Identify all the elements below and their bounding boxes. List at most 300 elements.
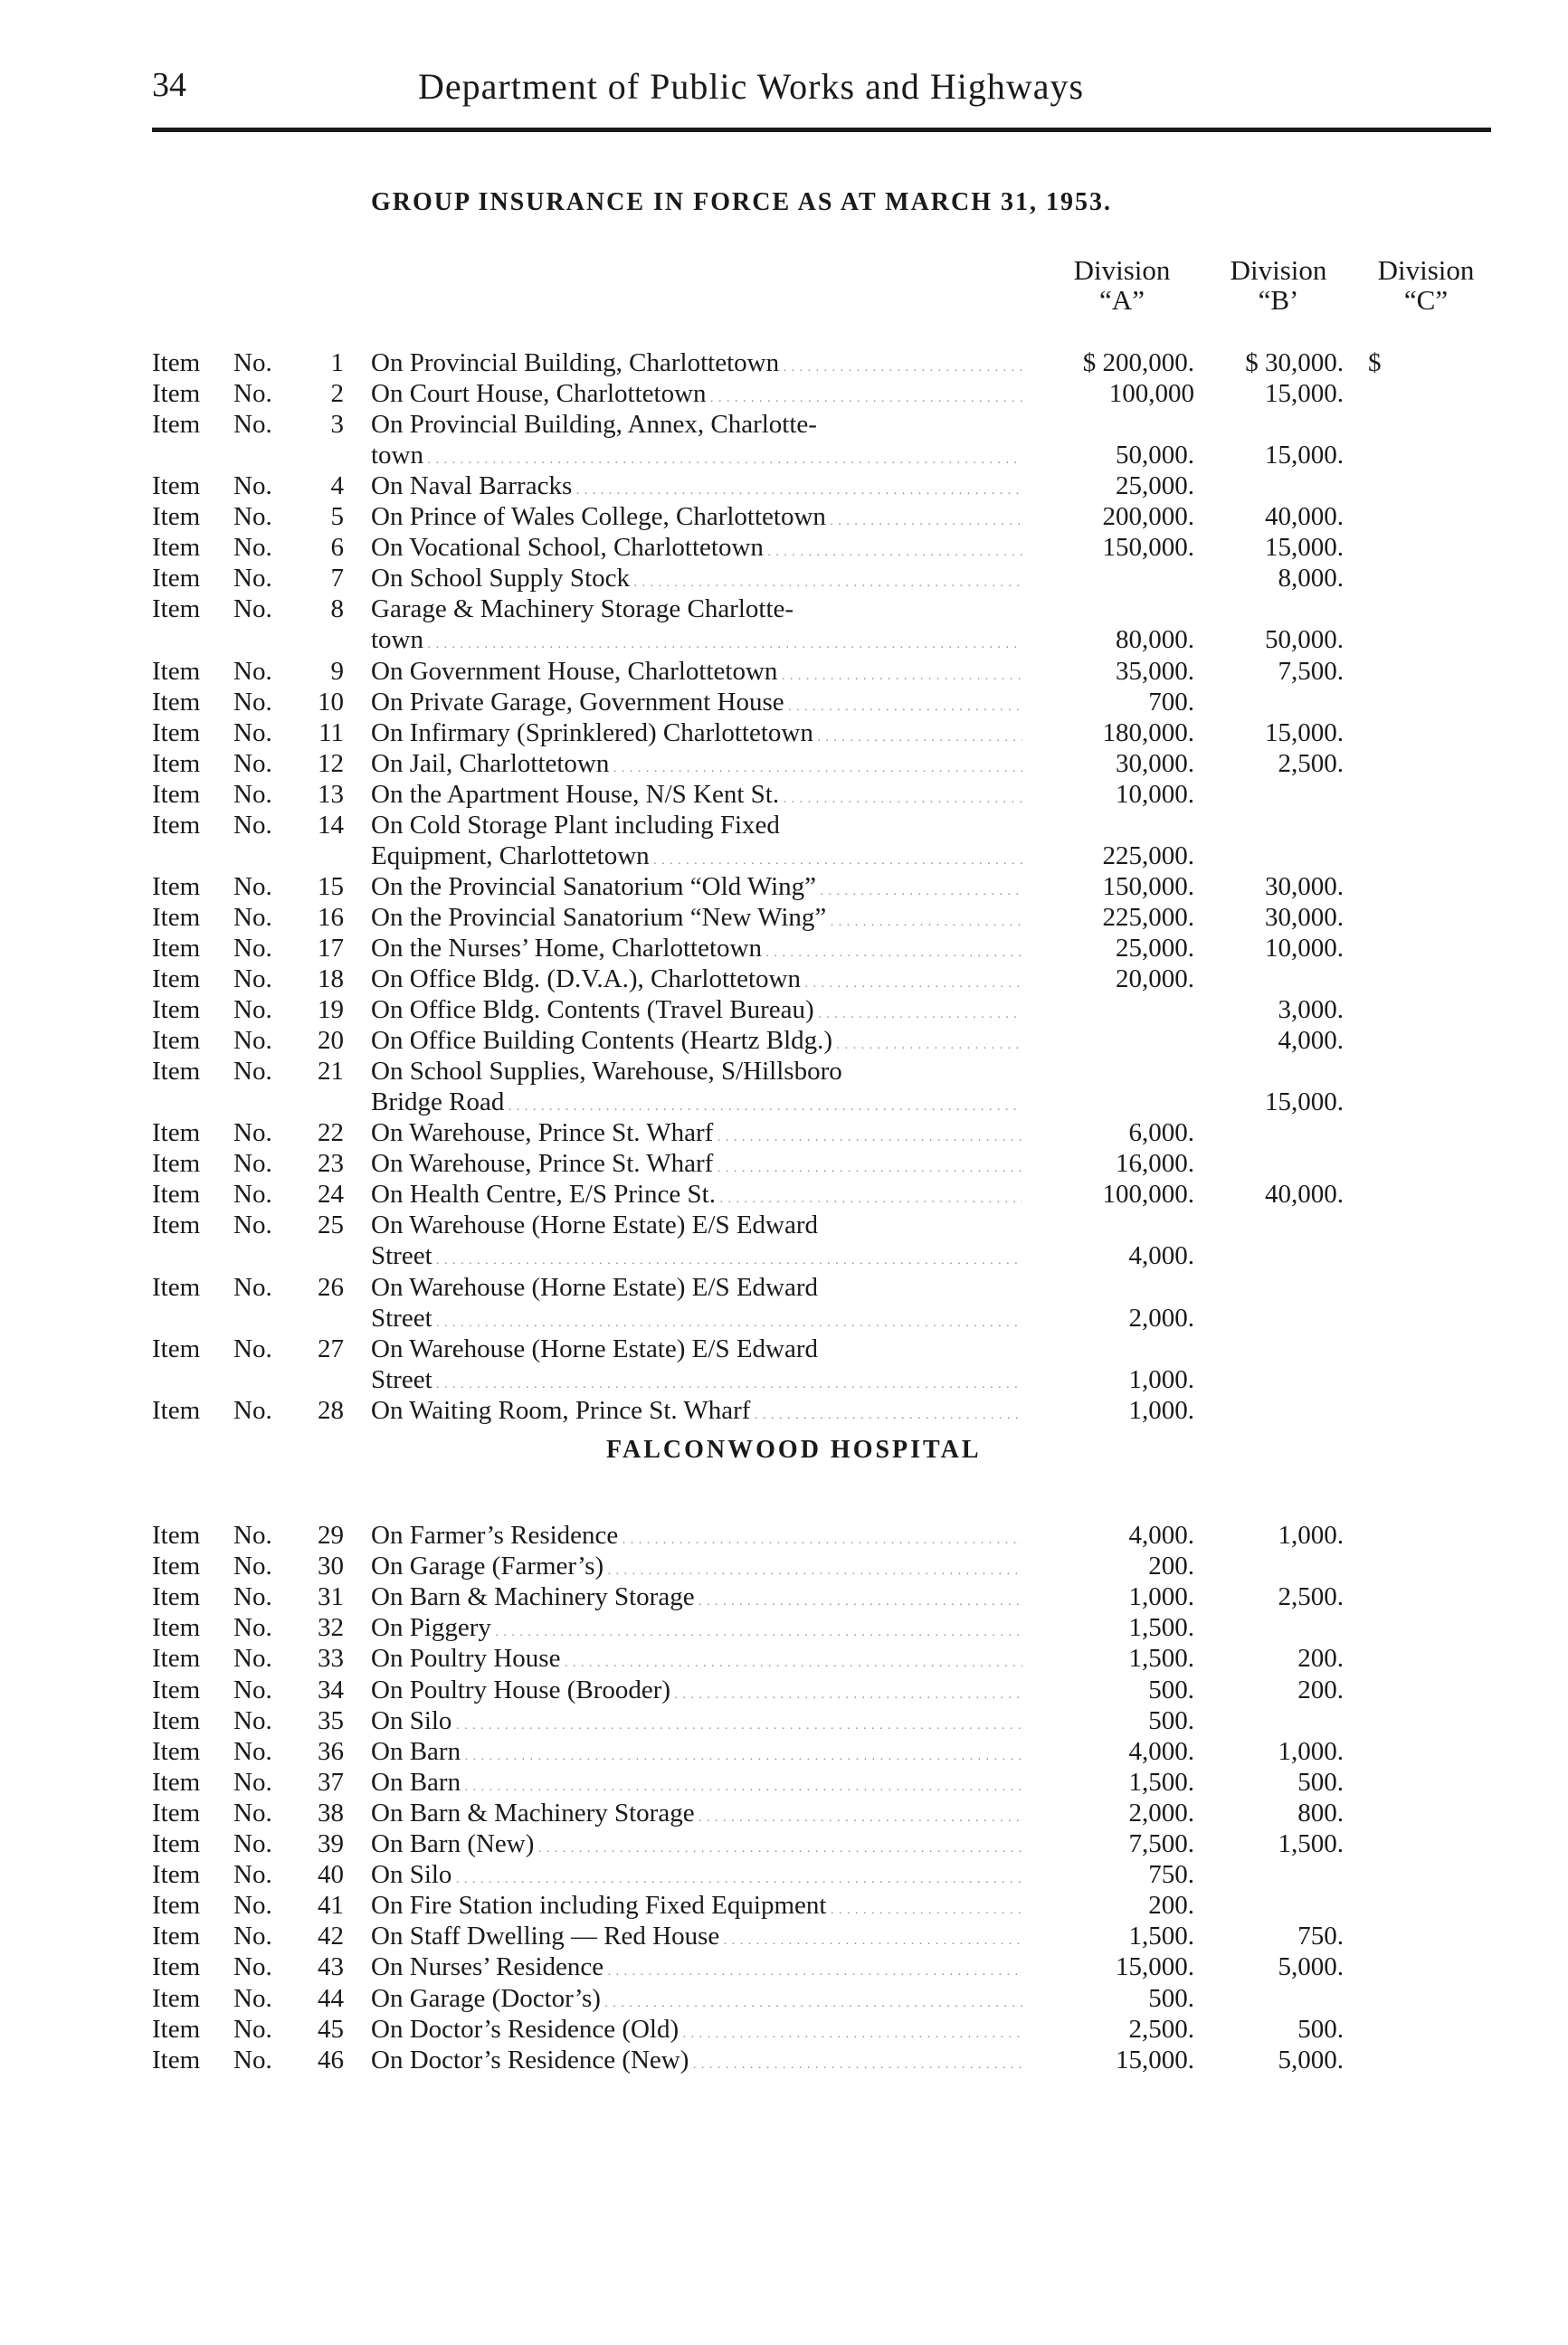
division-b-amount: 4,000.	[1278, 1026, 1344, 1056]
item-number: 30	[318, 1552, 344, 1581]
header-rule	[152, 128, 1491, 132]
table-row	[0, 779, 1568, 810]
item-label: Item	[152, 410, 201, 440]
item-description: On Provincial Building, Charlottetown . . .	[371, 347, 1022, 384]
table-row	[0, 2045, 1568, 2075]
item-no-label: No.	[233, 1210, 272, 1240]
item-label: Item	[152, 1057, 201, 1087]
table-row	[0, 1859, 1568, 1890]
item-no-label: No.	[233, 748, 272, 778]
item-description: On Health Centre, E/S Prince St. . . .	[371, 1179, 1022, 1215]
item-label: Item	[152, 1767, 201, 1797]
item-number: 33	[318, 1644, 344, 1674]
item-no-label: No.	[233, 1705, 272, 1735]
item-number: 38	[318, 1798, 344, 1828]
division-b-amount: 1,500.	[1278, 1829, 1344, 1858]
table-row	[0, 1612, 1568, 1643]
item-label: Item	[152, 533, 201, 563]
item-number: 20	[318, 1026, 344, 1056]
item-label: Item	[152, 748, 201, 778]
division-b-amount: 40,000.	[1265, 1180, 1344, 1210]
division-a-amount: 1,500.	[1128, 1922, 1194, 1951]
item-number: 9	[330, 656, 344, 686]
division-a-amount: 225,000.	[1102, 902, 1194, 932]
item-description: On Doctor’s Residence (Old) . . .	[371, 2014, 1022, 2050]
item-no-label: No.	[233, 1118, 272, 1148]
item-description: On Warehouse (Horne Estate) E/S Edward	[371, 1334, 819, 1363]
item-label: Item	[152, 1334, 201, 1363]
item-label: Item	[152, 902, 201, 932]
table-row	[0, 440, 1568, 470]
item-label: Item	[152, 1644, 201, 1674]
item-label: Item	[152, 2045, 201, 2074]
running-title: Department of Public Works and Highways	[418, 66, 1085, 107]
table-title: GROUP INSURANCE IN FORCE AS AT MARCH 31, 1953.	[371, 188, 1113, 216]
table-row	[0, 532, 1568, 563]
item-description: On Office Bldg. (D.V.A.), Charlottetown . . .	[371, 964, 1022, 1000]
item-number: 27	[318, 1334, 344, 1363]
item-description: On Prince of Wales College, Charlottetown . . .	[371, 501, 1022, 537]
division-b-amount: 50,000.	[1265, 625, 1344, 655]
item-label: Item	[152, 995, 201, 1025]
item-no-label: No.	[233, 1521, 272, 1550]
item-description: town . . .	[371, 440, 1022, 476]
item-no-label: No.	[233, 1767, 272, 1797]
item-description: On Warehouse (Horne Estate) E/S Edward	[371, 1210, 819, 1240]
division-a-amount: 1,000.	[1128, 1582, 1194, 1612]
table-row	[0, 1056, 1568, 1087]
division-a-amount: 4,000.	[1128, 1521, 1194, 1550]
item-no-label: No.	[233, 471, 272, 501]
division-a-amount: $ 200,000.	[1082, 348, 1194, 377]
division-b-amount: 15,000.	[1265, 533, 1344, 563]
division-b-amount: 200.	[1297, 1644, 1344, 1674]
item-number: 40	[318, 1860, 344, 1890]
item-label: Item	[152, 1798, 201, 1828]
item-description: Bridge Road . . .	[371, 1087, 1022, 1123]
item-no-label: No.	[233, 717, 272, 747]
table-row	[0, 1520, 1568, 1551]
division-a-amount: 1,000.	[1128, 1364, 1194, 1394]
division-a-amount: 700.	[1148, 687, 1194, 717]
item-label: Item	[152, 1180, 201, 1210]
division-a-amount: 4,000.	[1128, 1736, 1194, 1766]
table-row	[0, 1303, 1568, 1334]
item-description: On Naval Barracks . . .	[371, 470, 1022, 507]
division-b-amount: 10,000.	[1265, 933, 1344, 963]
item-number: 42	[318, 1922, 344, 1951]
item-no-label: No.	[233, 1829, 272, 1858]
item-description: On Silo . . .	[371, 1859, 1022, 1895]
division-a-amount: 1,500.	[1128, 1613, 1194, 1643]
item-no-label: No.	[233, 348, 272, 377]
item-label: Item	[152, 471, 201, 501]
table-row	[0, 1643, 1568, 1674]
item-number: 39	[318, 1829, 344, 1858]
division-b-amount: 5,000.	[1278, 2045, 1344, 2074]
item-number: 44	[318, 1983, 344, 2013]
column-header-line1: Division	[1230, 254, 1327, 286]
item-description: On Vocational School, Charlottetown . . .	[371, 532, 1022, 568]
division-b-amount: 500.	[1297, 1767, 1344, 1797]
item-description: Street . . .	[371, 1303, 1022, 1339]
item-no-label: No.	[233, 656, 272, 686]
item-no-label: No.	[233, 1922, 272, 1951]
item-label: Item	[152, 1395, 201, 1425]
item-description: On Garage (Farmer’s) . . .	[371, 1551, 1022, 1587]
item-no-label: No.	[233, 1026, 272, 1056]
item-number: 45	[318, 2014, 344, 2044]
item-label: Item	[152, 1952, 201, 1982]
table-row	[0, 593, 1568, 624]
table-row	[0, 687, 1568, 717]
table-row	[0, 470, 1568, 501]
division-a-amount: 1,500.	[1128, 1644, 1194, 1674]
table-row	[0, 717, 1568, 748]
item-number: 10	[318, 687, 344, 717]
item-no-label: No.	[233, 564, 272, 593]
division-b-amount: 1,000.	[1278, 1736, 1344, 1766]
division-a-amount: 150,000.	[1102, 533, 1194, 563]
item-description: On Garage (Doctor’s) . . .	[371, 1983, 1022, 2019]
item-no-label: No.	[233, 1180, 272, 1210]
column-header-line1: Division	[1377, 254, 1475, 286]
item-no-label: No.	[233, 995, 272, 1025]
item-description: On Infirmary (Sprinklered) Charlottetown . . .	[371, 717, 1022, 754]
division-b-amount: 500.	[1297, 2014, 1344, 2044]
item-no-label: No.	[233, 810, 272, 840]
table-row	[0, 1767, 1568, 1798]
division-a-amount: 200.	[1148, 1891, 1194, 1921]
item-description: On Barn (New) . . .	[371, 1828, 1022, 1865]
item-number: 37	[318, 1767, 344, 1797]
division-a-amount: 180,000.	[1102, 717, 1194, 747]
item-number: 22	[318, 1118, 344, 1148]
division-b-amount: $ 30,000.	[1245, 348, 1344, 377]
item-no-label: No.	[233, 964, 272, 993]
item-number: 19	[318, 995, 344, 1025]
item-label: Item	[152, 564, 201, 593]
item-label: Item	[152, 1582, 201, 1612]
column-header-line1: Division	[1073, 254, 1171, 286]
item-number: 23	[318, 1149, 344, 1179]
item-description: On Office Bldg. Contents (Travel Bureau) . . .	[371, 994, 1022, 1030]
item-number: 11	[318, 717, 344, 747]
item-label: Item	[152, 717, 201, 747]
item-number: 17	[318, 933, 344, 963]
item-description: On School Supplies, Warehouse, S/Hillsboro	[371, 1057, 842, 1087]
item-number: 24	[318, 1180, 344, 1210]
item-description: On Staff Dwelling — Red House . . .	[371, 1921, 1022, 1957]
item-description: On Government House, Charlottetown . . .	[371, 656, 1022, 692]
item-description: Street . . .	[371, 1364, 1022, 1400]
table-row	[0, 1148, 1568, 1179]
item-label: Item	[152, 964, 201, 993]
item-number: 31	[318, 1582, 344, 1612]
table-row	[0, 1828, 1568, 1859]
division-b-amount: 800.	[1297, 1798, 1344, 1828]
table-row	[0, 1364, 1568, 1395]
division-a-amount: 2,000.	[1128, 1303, 1194, 1333]
item-description: On Doctor’s Residence (New) . . .	[371, 2045, 1022, 2081]
item-description: On the Provincial Sanatorium “New Wing” . . .	[371, 902, 1022, 938]
item-label: Item	[152, 810, 201, 840]
item-label: Item	[152, 1860, 201, 1890]
table-row	[0, 2014, 1568, 2045]
item-no-label: No.	[233, 379, 272, 409]
item-number: 1	[330, 348, 344, 377]
table-row	[0, 748, 1568, 779]
table-row	[0, 1951, 1568, 1982]
item-no-label: No.	[233, 1798, 272, 1828]
item-label: Item	[152, 1983, 201, 2013]
section-title-falconwood: FALCONWOOD HOSPITAL	[606, 1436, 982, 1464]
item-no-label: No.	[233, 1149, 272, 1179]
item-description: On Piggery . . .	[371, 1612, 1022, 1648]
item-number: 36	[318, 1736, 344, 1766]
item-number: 35	[318, 1705, 344, 1735]
division-b-amount: 30,000.	[1265, 902, 1344, 932]
column-header-division-b	[1206, 255, 1351, 315]
division-a-amount: 35,000.	[1116, 656, 1194, 686]
table-row	[0, 347, 1568, 378]
division-a-amount: 1,500.	[1128, 1767, 1194, 1797]
table-row	[0, 994, 1568, 1025]
item-description: On Barn . . .	[371, 1767, 1022, 1803]
item-description: On Nurses’ Residence . . .	[371, 1951, 1022, 1988]
division-a-amount: 100,000.	[1102, 1180, 1194, 1210]
column-header-line2: “C”	[1403, 284, 1449, 316]
table-row	[0, 1395, 1568, 1426]
item-number: 5	[330, 502, 344, 532]
column-header-line2: “A”	[1099, 284, 1145, 316]
table-row	[0, 409, 1568, 440]
item-number: 21	[318, 1057, 344, 1087]
item-label: Item	[152, 1736, 201, 1766]
division-b-amount: 30,000.	[1265, 871, 1344, 901]
item-label: Item	[152, 1891, 201, 1921]
division-a-amount: 7,500.	[1128, 1829, 1194, 1858]
division-b-amount: 1,000.	[1278, 1521, 1344, 1550]
table-row	[0, 1675, 1568, 1705]
table-row	[0, 933, 1568, 964]
item-number: 3	[330, 410, 344, 440]
item-no-label: No.	[233, 779, 272, 809]
item-no-label: No.	[233, 533, 272, 563]
item-number: 13	[318, 779, 344, 809]
item-label: Item	[152, 1521, 201, 1550]
item-number: 2	[330, 379, 344, 409]
item-no-label: No.	[233, 1552, 272, 1581]
item-no-label: No.	[233, 594, 272, 624]
table-row	[0, 840, 1568, 871]
division-a-amount: 10,000.	[1116, 779, 1194, 809]
item-label: Item	[152, 2014, 201, 2044]
item-number: 7	[330, 564, 344, 593]
table-row	[0, 1210, 1568, 1240]
division-a-amount: 200.	[1148, 1552, 1194, 1581]
table-row	[0, 1334, 1568, 1364]
division-a-amount: 2,500.	[1128, 2014, 1194, 2044]
item-number: 12	[318, 748, 344, 778]
table-row	[0, 1240, 1568, 1271]
table-row	[0, 1921, 1568, 1951]
item-label: Item	[152, 348, 201, 377]
table-row	[0, 501, 1568, 532]
table-row	[0, 1798, 1568, 1828]
item-number: 41	[318, 1891, 344, 1921]
division-b-amount: 8,000.	[1278, 564, 1344, 593]
item-label: Item	[152, 933, 201, 963]
item-label: Item	[152, 594, 201, 624]
item-description: On Barn . . .	[371, 1736, 1022, 1772]
item-description: Street . . .	[371, 1240, 1022, 1277]
division-a-amount: 500.	[1148, 1983, 1194, 2013]
division-b-amount: 15,000.	[1265, 379, 1344, 409]
item-number: 26	[318, 1272, 344, 1302]
column-header-division-c	[1354, 255, 1498, 315]
division-a-amount: 225,000.	[1102, 840, 1194, 870]
division-b-amount: 5,000.	[1278, 1952, 1344, 1982]
item-no-label: No.	[233, 2045, 272, 2074]
item-number: 25	[318, 1210, 344, 1240]
table-row	[0, 1179, 1568, 1210]
item-label: Item	[152, 502, 201, 532]
division-a-amount: 15,000.	[1116, 2045, 1194, 2074]
item-no-label: No.	[233, 1334, 272, 1363]
table-row	[0, 1581, 1568, 1612]
division-b-amount: 15,000.	[1265, 441, 1344, 470]
table-row	[0, 624, 1568, 655]
table-row	[0, 871, 1568, 902]
table-row	[0, 964, 1568, 994]
item-no-label: No.	[233, 410, 272, 440]
division-a-amount: 100,000	[1108, 379, 1194, 409]
item-no-label: No.	[233, 1582, 272, 1612]
item-description: On Warehouse, Prince St. Wharf . . .	[371, 1117, 1022, 1154]
item-label: Item	[152, 1118, 201, 1148]
division-a-amount: 15,000.	[1116, 1952, 1194, 1982]
division-b-amount: 200.	[1297, 1675, 1344, 1704]
item-label: Item	[152, 1272, 201, 1302]
item-no-label: No.	[233, 502, 272, 532]
item-label: Item	[152, 656, 201, 686]
item-number: 8	[330, 594, 344, 624]
item-label: Item	[152, 1149, 201, 1179]
item-no-label: No.	[233, 1057, 272, 1087]
page-number: 34	[152, 66, 186, 104]
item-no-label: No.	[233, 1860, 272, 1890]
division-a-amount: 4,000.	[1128, 1241, 1194, 1271]
item-label: Item	[152, 779, 201, 809]
item-no-label: No.	[233, 1675, 272, 1704]
item-label: Item	[152, 1705, 201, 1735]
page-header	[152, 65, 1491, 119]
division-a-amount: 16,000.	[1116, 1149, 1194, 1179]
division-a-amount: 500.	[1148, 1675, 1194, 1704]
item-label: Item	[152, 687, 201, 717]
item-number: 46	[318, 2045, 344, 2074]
table-row	[0, 1272, 1568, 1303]
table-row	[0, 902, 1568, 933]
item-no-label: No.	[233, 933, 272, 963]
division-b-amount: 2,500.	[1278, 1582, 1344, 1612]
item-no-label: No.	[233, 871, 272, 901]
table-row	[0, 1087, 1568, 1117]
item-description: On Warehouse, Prince St. Wharf . . .	[371, 1148, 1022, 1184]
item-no-label: No.	[233, 1613, 272, 1643]
division-b-amount: 3,000.	[1278, 995, 1344, 1025]
item-number: 6	[330, 533, 344, 563]
division-a-amount: 200,000.	[1102, 502, 1194, 532]
item-number: 18	[318, 964, 344, 993]
item-no-label: No.	[233, 1272, 272, 1302]
item-label: Item	[152, 1675, 201, 1704]
item-no-label: No.	[233, 1644, 272, 1674]
division-a-amount: 2,000.	[1128, 1798, 1194, 1828]
division-a-amount: 150,000.	[1102, 871, 1194, 901]
item-label: Item	[152, 1210, 201, 1240]
table-row	[0, 1736, 1568, 1767]
item-description: On Fire Station including Fixed Equipment . . .	[371, 1890, 1022, 1926]
item-label: Item	[152, 379, 201, 409]
table-row	[0, 563, 1568, 593]
item-description: On Waiting Room, Prince St. Wharf . . .	[371, 1395, 1022, 1431]
division-b-amount: 750.	[1297, 1922, 1344, 1951]
table-row	[0, 810, 1568, 840]
division-a-amount: 1,000.	[1128, 1395, 1194, 1425]
table-row	[0, 656, 1568, 687]
item-description: On Court House, Charlottetown . . .	[371, 378, 1022, 414]
item-number: 16	[318, 902, 344, 932]
item-number: 32	[318, 1613, 344, 1643]
item-number: 15	[318, 871, 344, 901]
item-description: On Barn & Machinery Storage . . .	[371, 1798, 1022, 1834]
division-a-amount: 50,000.	[1116, 441, 1194, 470]
table-row	[0, 1025, 1568, 1056]
item-label: Item	[152, 1026, 201, 1056]
item-description: On Barn & Machinery Storage . . .	[371, 1581, 1022, 1618]
item-label: Item	[152, 1613, 201, 1643]
item-description: On Farmer’s Residence . . .	[371, 1520, 1022, 1556]
division-a-amount: 20,000.	[1116, 964, 1194, 993]
division-a-amount: 25,000.	[1116, 471, 1194, 501]
division-b-amount: 15,000.	[1265, 1087, 1344, 1117]
item-description: On Poultry House . . .	[371, 1643, 1022, 1679]
item-description: On Provincial Building, Annex, Charlotte-	[371, 410, 817, 440]
item-no-label: No.	[233, 1952, 272, 1982]
item-label: Item	[152, 871, 201, 901]
item-number: 29	[318, 1521, 344, 1550]
item-no-label: No.	[233, 2014, 272, 2044]
table-row	[0, 1983, 1568, 2014]
table-row	[0, 378, 1568, 409]
item-no-label: No.	[233, 1395, 272, 1425]
item-label: Item	[152, 1829, 201, 1858]
table-row	[0, 1551, 1568, 1581]
item-description: On Private Garage, Government House . . .	[371, 687, 1022, 723]
division-a-amount: 25,000.	[1116, 933, 1194, 963]
division-a-amount: 6,000.	[1128, 1118, 1194, 1148]
table-row	[0, 1890, 1568, 1921]
item-no-label: No.	[233, 1983, 272, 2013]
item-no-label: No.	[233, 687, 272, 717]
column-header-division-a	[1050, 255, 1194, 315]
item-description: On Silo . . .	[371, 1705, 1022, 1742]
division-b-amount: 15,000.	[1265, 717, 1344, 747]
item-description: On Jail, Charlottetown . . .	[371, 748, 1022, 784]
column-header-line2: “B’	[1258, 284, 1299, 316]
